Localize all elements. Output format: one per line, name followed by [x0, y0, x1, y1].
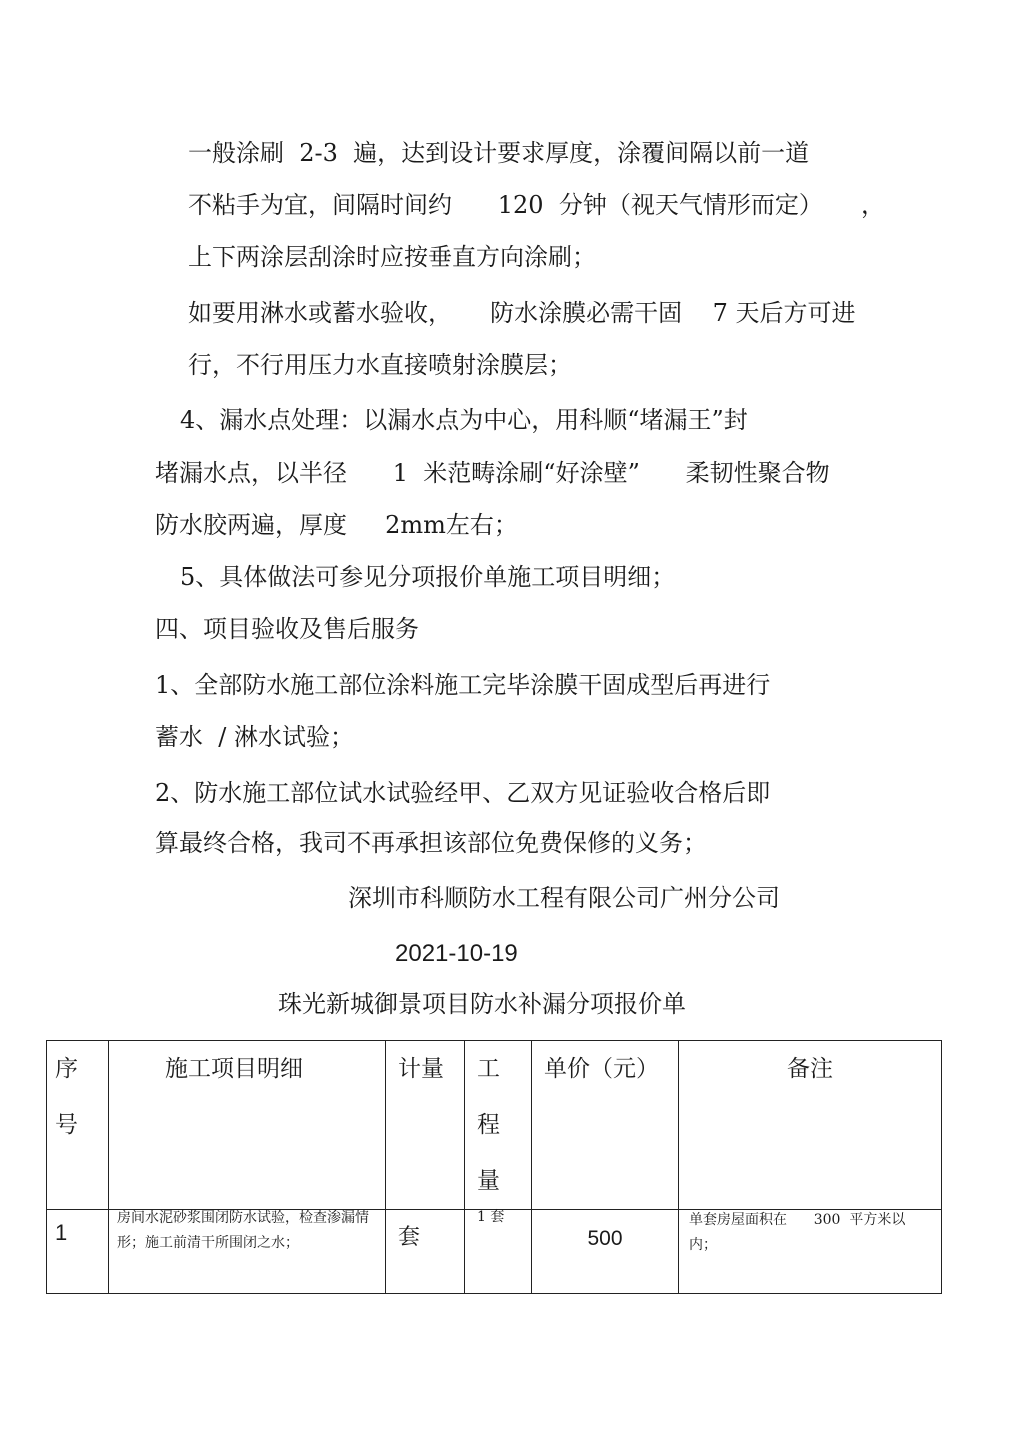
- paragraph-line-13: 2、防水施工部位试水试验经甲、乙双方见证验收合格后即: [155, 779, 771, 807]
- header-qty-line3: 量: [477, 1168, 500, 1194]
- table-header-row: [47, 1041, 942, 1210]
- paragraph-line-9: 5、具体做法可参见分项报价单施工项目明细；: [180, 563, 676, 591]
- company-signature: 深圳市科顺防水工程有限公司广州分公司: [348, 884, 780, 912]
- header-price-label: 单价（元）: [544, 1056, 659, 1082]
- header-seq-line2: 号: [55, 1112, 78, 1138]
- header-qty-line1: 工: [477, 1056, 500, 1082]
- header-price: [532, 1041, 679, 1210]
- header-remark-label: 备注: [787, 1056, 833, 1082]
- header-seq: [47, 1041, 109, 1210]
- header-seq-line1: 序: [55, 1056, 78, 1082]
- paragraph-line-7: 堵漏水点，以半径 1 米范畴涂刷“好涂壁” 柔韧性聚合物: [155, 459, 830, 487]
- header-unit: [386, 1041, 465, 1210]
- paragraph-line-8: 防水胶两遍，厚度 2mm左右；: [155, 511, 518, 539]
- paragraph-line-6: 4、漏水点处理：以漏水点为中心，用科顺“堵漏王”封: [180, 406, 748, 434]
- header-qty-line2: 程: [477, 1112, 500, 1138]
- row-detail-text: 房间水泥砂浆围闭防水试验，检查渗漏情形；施工前清干所围闭之水；: [117, 1210, 369, 1251]
- paragraph-line-11: 1、全部防水施工部位涂料施工完毕涂膜干固成型后再进行: [155, 671, 771, 699]
- section-heading: 四、项目验收及售后服务: [155, 615, 419, 643]
- header-detail: [109, 1041, 386, 1210]
- row-unit: [386, 1210, 465, 1294]
- paragraph-line-5: 行，不行用压力水直接喷射涂膜层；: [188, 351, 572, 379]
- row-qty-value: 1 套: [477, 1209, 505, 1225]
- paragraph-line-1: 一般涂刷 2-3 遍，达到设计要求厚度，涂覆间隔以前一道: [188, 139, 810, 167]
- row-seq: [47, 1210, 109, 1294]
- header-detail-label: 施工项目明细: [165, 1056, 303, 1082]
- paragraph-line-3: 上下两涂层刮涂时应按垂直方向涂刷；: [188, 243, 596, 271]
- header-qty: [465, 1041, 532, 1210]
- row-remark-text: 单套房屋面积在 300 平方米以内；: [689, 1212, 906, 1253]
- row-price-value: 500: [587, 1227, 623, 1250]
- row-price: [532, 1210, 679, 1294]
- paragraph-line-4: 如要用淋水或蓄水验收， 防水涂膜必需干固 7 天后方可进: [188, 299, 856, 327]
- quote-table: [46, 1040, 942, 1294]
- paragraph-line-2: 不粘手为宜，间隔时间约 120 分钟（视天气情形而定） ，: [188, 191, 885, 219]
- table-row: [47, 1210, 942, 1294]
- row-seq-value: 1: [55, 1220, 68, 1245]
- row-qty: [465, 1210, 532, 1294]
- paragraph-line-12: 蓄水 / 淋水试验；: [155, 723, 354, 751]
- table-title: 珠光新城御景项目防水补漏分项报价单: [278, 990, 686, 1018]
- row-unit-value: 套: [398, 1225, 421, 1250]
- row-detail: [109, 1210, 386, 1294]
- paragraph-line-14: 算最终合格，我司不再承担该部位免费保修的义务；: [155, 829, 707, 857]
- row-remark: [679, 1210, 942, 1294]
- header-remark: [679, 1041, 942, 1210]
- header-unit-label: 计量: [398, 1056, 444, 1082]
- signature-date: 2021-10-19: [395, 940, 518, 967]
